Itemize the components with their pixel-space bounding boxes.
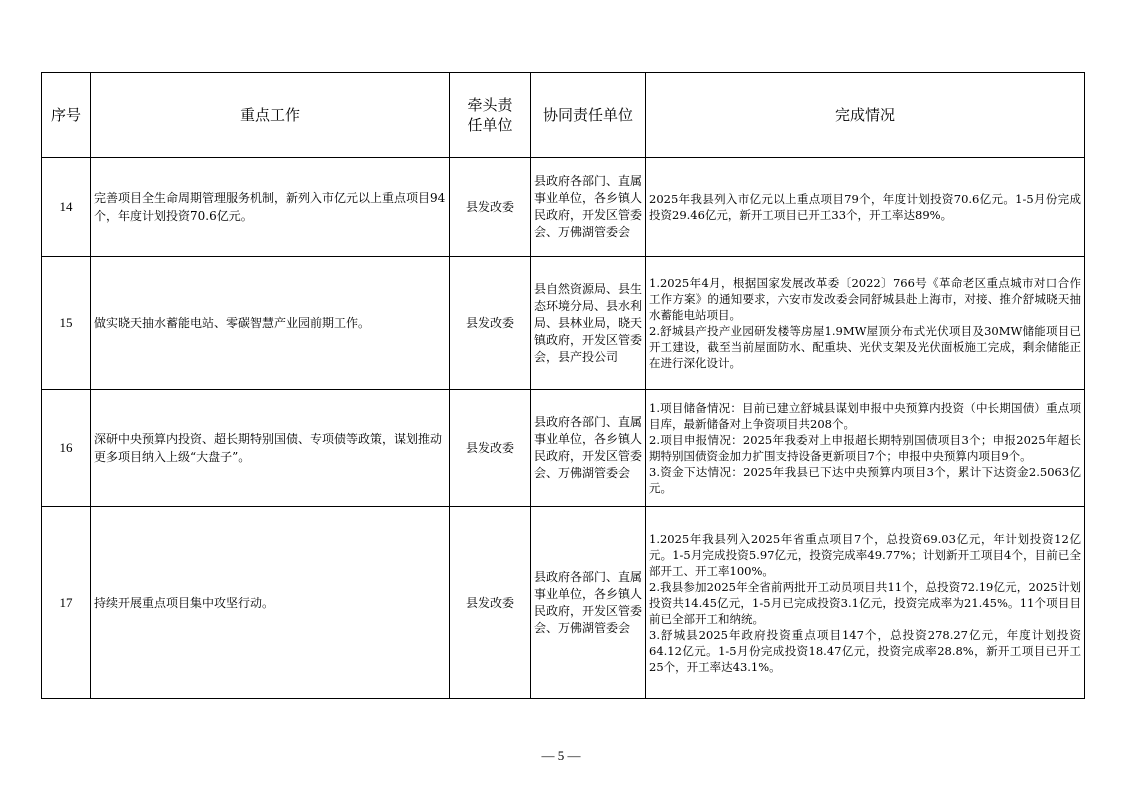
header-co: 协同责任单位 bbox=[531, 73, 646, 158]
page-number: — 5 — bbox=[541, 748, 581, 763]
header-no: 序号 bbox=[42, 73, 91, 158]
row-work: 做实晓天抽水蓄能电站、零碳智慧产业园前期工作。 bbox=[91, 257, 450, 390]
row-lead: 县发改委 bbox=[450, 507, 531, 699]
row-no: 17 bbox=[42, 507, 91, 699]
header-status: 完成情况 bbox=[646, 73, 1085, 158]
table-header bbox=[42, 73, 1085, 158]
status-line: 3.舒城县2025年政府投资重点项目147个，总投资278.27亿元，年度计划投资64.12亿元。1-5月份完成投资18.47亿元，投资完成率28.8%，新开工项目已开工25个，开工率达43.1%。 bbox=[649, 627, 1081, 674]
status-line: 3.资金下达情况：2025年我县已下达中央预算内项目3个，累计下达资金2.5063亿元。 bbox=[649, 465, 1081, 495]
header-work: 重点工作 bbox=[91, 73, 450, 158]
header-lead-label: 牵头责任单位 bbox=[467, 96, 513, 134]
status-line: 1.项目储备情况：目前已建立舒城县谋划申报中央预算内投资（中长期国债）重点项目库，最新储备对上争资项目共208个。 bbox=[649, 401, 1081, 431]
row-lead: 县发改委 bbox=[450, 158, 531, 257]
row-no: 15 bbox=[42, 257, 91, 390]
row-lead: 县发改委 bbox=[450, 390, 531, 507]
row-no: 16 bbox=[42, 390, 91, 507]
row-status bbox=[646, 158, 1085, 257]
table-body bbox=[42, 158, 1085, 699]
row-co: 县自然资源局、县生态环境分局、县水利局、县林业局，晓天镇政府，开发区管委会，县产投公司 bbox=[531, 257, 646, 390]
row-status bbox=[646, 507, 1085, 699]
table-row bbox=[42, 158, 1085, 257]
table-row bbox=[42, 257, 1085, 390]
status-line: 1.2025年4月，根据国家发展改革委〔2022〕766号《革命老区重点城市对口合作工作方案》的通知要求，六安市发改委会同舒城县赴上海市，对接、推介舒城晓天抽水蓄能电站项目。 bbox=[649, 276, 1081, 322]
row-status bbox=[646, 390, 1085, 507]
row-no: 14 bbox=[42, 158, 91, 257]
row-co: 县政府各部门、直属事业单位，各乡镇人民政府，开发区管委会、万佛湖管委会 bbox=[531, 158, 646, 257]
row-work: 完善项目全生命周期管理服务机制，新列入市亿元以上重点项目94个，年度计划投资70.6亿元。 bbox=[91, 158, 450, 257]
status-line: 2.我县参加2025年全省前两批开工动员项目共11个，总投资72.19亿元，2025计划投资共14.45亿元，1-5月已完成投资3.1亿元，投资完成率为21.45%。11个项目目前已全部开工和纳统。 bbox=[649, 579, 1081, 626]
status-line: 2.项目申报情况：2025年我委对上申报超长期特别国债项目3个；申报2025年超长期特别国债资金加力扩围支持设备更新项目7个；申报中央预算内项目9个。 bbox=[649, 433, 1081, 463]
table-row bbox=[42, 390, 1085, 507]
status-line: 2.舒城县产投产业园研发楼等房屋1.9MW屋顶分布式光伏项目及30MW储能项目已开工建设，截至当前屋面防水、配重块、光伏支架及光伏面板施工完成，剩余储能正在进行深化设计。 bbox=[649, 324, 1081, 370]
row-status bbox=[646, 257, 1085, 390]
row-work: 持续开展重点项目集中攻坚行动。 bbox=[91, 507, 450, 699]
row-work: 深研中央预算内投资、超长期特别国债、专项债等政策，谋划推动更多项目纳入上级“大盘子”。 bbox=[91, 390, 450, 507]
row-co: 县政府各部门、直属事业单位，各乡镇人民政府，开发区管委会、万佛湖管委会 bbox=[531, 507, 646, 699]
table-row bbox=[42, 507, 1085, 699]
header-row bbox=[42, 73, 1085, 158]
status-line: 1.2025年我县列入2025年省重点项目7个，总投资69.03亿元，年计划投资12亿元。1-5月完成投资5.97亿元，投资完成率49.77%；计划新开工项目4个，目前已全部开工、开工率100%。 bbox=[649, 531, 1081, 578]
work-progress-table bbox=[41, 72, 1085, 699]
header-lead bbox=[450, 73, 531, 158]
row-co: 县政府各部门、直属事业单位，各乡镇人民政府，开发区管委会、万佛湖管委会 bbox=[531, 390, 646, 507]
row-lead: 县发改委 bbox=[450, 257, 531, 390]
status-line: 2025年我县列入市亿元以上重点项目79个，年度计划投资70.6亿元。1-5月份完成投资29.46亿元，新开工项目已开工33个，开工率达89%。 bbox=[649, 192, 1081, 222]
